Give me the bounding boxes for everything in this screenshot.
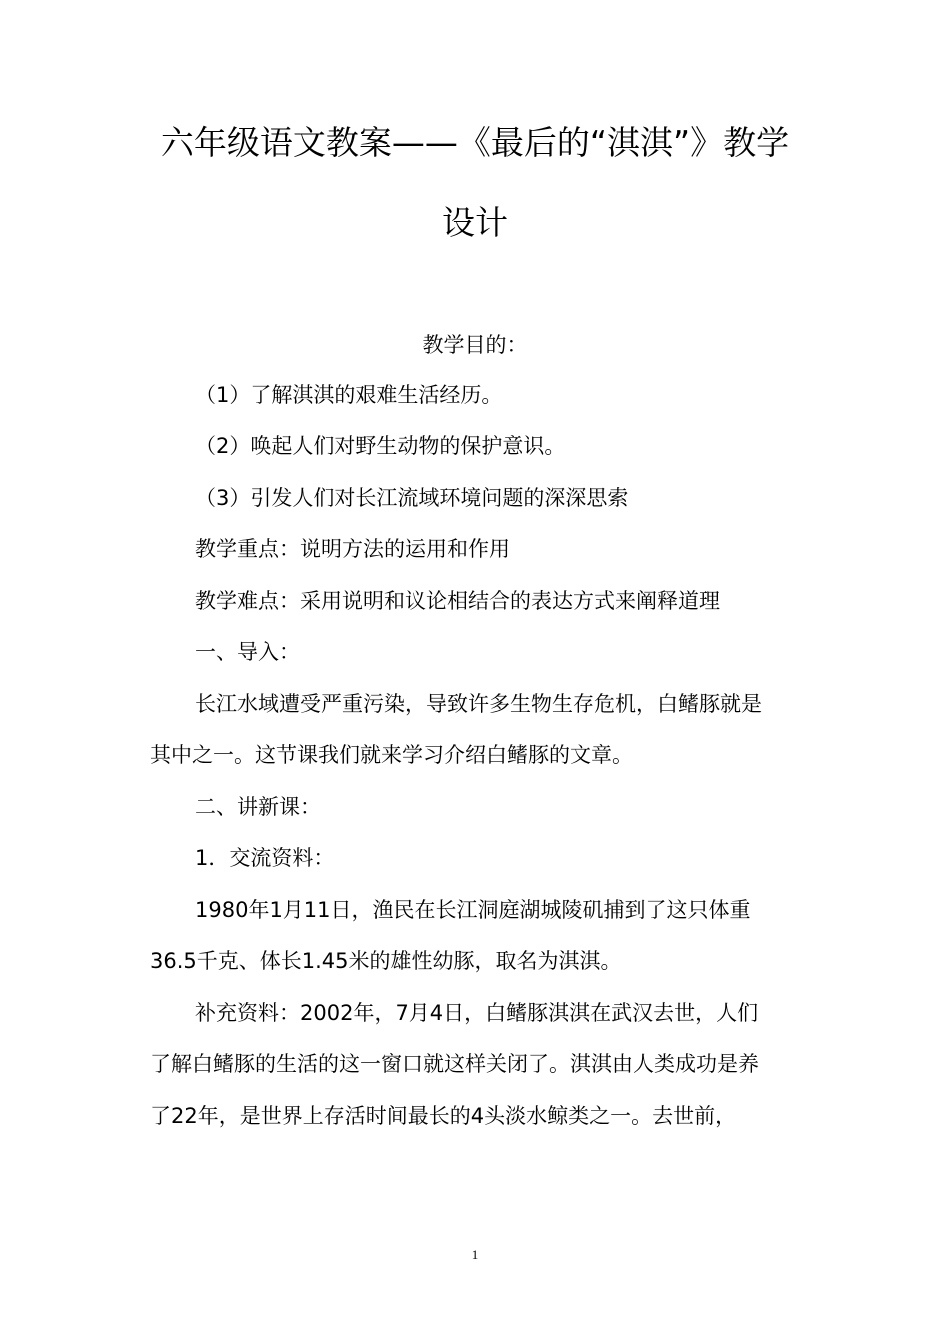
- section-new-lesson-heading: 二、讲新课：: [195, 795, 321, 819]
- paragraph-line: 了解白鳍豚的生活的这一窗口就这样关闭了。淇淇由人类成功是养: [150, 1052, 759, 1076]
- subsection-heading: 1．交流资料：: [195, 846, 335, 870]
- section-intro-heading: 一、导入：: [195, 640, 300, 664]
- difficult-point: 教学难点：采用说明和议论相结合的表达方式来阐释道理: [195, 589, 720, 613]
- objective-3: （3）引发人们对长江流域环境问题的深深思索: [195, 486, 629, 510]
- paragraph-line: 其中之一。这节课我们就来学习介绍白鳍豚的文章。: [150, 743, 633, 767]
- objective-2: （2）唤起人们对野生动物的保护意识。: [195, 434, 566, 458]
- document-title-line-2: 设计: [442, 203, 508, 242]
- section-heading-objectives: 教学目的：: [422, 333, 528, 357]
- paragraph-line: 36.5千克、体长1.45米的雄性幼豚，取名为淇淇。: [150, 949, 622, 973]
- paragraph-line: 长江水域遭受严重污染，导致许多生物生存危机，白鳍豚就是: [195, 692, 762, 716]
- paragraph-line: 了22年，是世界上存活时间最长的4头淡水鲸类之一。去世前，: [150, 1104, 737, 1128]
- document-title-line-1: 六年级语文教案——《最后的“淇淇”》教学: [160, 123, 790, 162]
- paragraph-line: 1980年1月11日，渔民在长江洞庭湖城陵矶捕到了这只体重: [195, 898, 751, 922]
- page-number: 1: [471, 1247, 479, 1262]
- key-point: 教学重点：说明方法的运用和作用: [195, 537, 510, 561]
- objective-1: （1）了解淇淇的艰难生活经历。: [195, 383, 503, 407]
- paragraph-line: 补充资料：2002年，7月4日，白鳍豚淇淇在武汉去世，人们: [195, 1001, 759, 1025]
